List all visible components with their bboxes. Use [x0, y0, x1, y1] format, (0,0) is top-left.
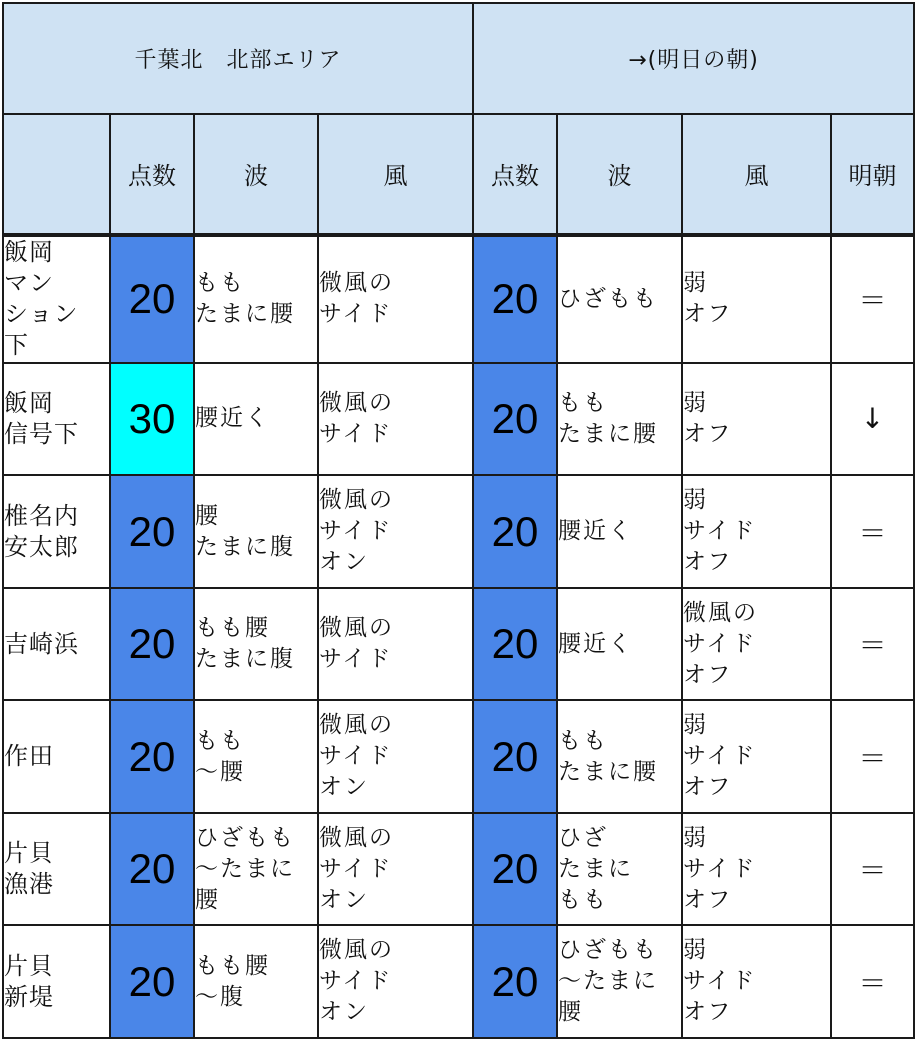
table-row: [3, 235, 914, 363]
table-row: [3, 475, 914, 588]
next-wave-cell: [557, 700, 682, 813]
next-wind-cell-line: 微風の: [683, 599, 759, 626]
wave-cell-line: もも腰: [195, 615, 270, 642]
wave-cell-line: 〜たまに: [195, 855, 295, 882]
place-name-line: 飯岡: [4, 388, 54, 417]
next-wind-cell-line: オフ: [683, 549, 733, 576]
next-wind-cell-line: オフ: [683, 999, 733, 1026]
wave-cell: [194, 588, 318, 701]
wind-cell-line: 微風の: [319, 270, 394, 297]
wave-cell-line: 〜腰: [195, 758, 245, 785]
wind-cell-line: サイド: [319, 855, 393, 882]
wave-cell-line: ひざもも: [195, 824, 295, 851]
wave-cell: [194, 700, 318, 813]
place-name: [3, 588, 110, 701]
column-header-next-wave: 波: [557, 114, 682, 236]
wind-cell-line: 微風の: [319, 487, 394, 514]
place-name-line: 下: [4, 331, 29, 360]
wave-cell-line: 腰: [195, 502, 220, 529]
place-name-line: 椎名内: [4, 501, 79, 530]
next-wave-cell-line: ひざもも: [558, 285, 659, 312]
next-wave-cell-line: もも: [558, 727, 609, 754]
place-name: [3, 925, 110, 1038]
place-name: [3, 813, 110, 926]
wind-cell-line: 微風の: [319, 615, 394, 642]
next-wave-cell-line: ひざもも: [558, 937, 659, 964]
trend-cell: ＝: [831, 925, 914, 1038]
next-wind-cell-line: サイド: [683, 968, 757, 995]
table-row: [3, 813, 914, 926]
next-wind-cell-line: オフ: [683, 420, 733, 447]
place-name: [3, 363, 110, 476]
wind-cell-line: サイド: [319, 968, 393, 995]
wave-cell-line: もも: [195, 270, 245, 297]
wind-cell: [318, 363, 473, 476]
wind-cell-line: オン: [319, 999, 369, 1026]
next-wind-cell-line: サイド: [683, 855, 757, 882]
next-wind-cell-line: 弱: [683, 270, 709, 297]
next-wave-cell: [557, 588, 682, 701]
column-header-score: 点数: [110, 114, 194, 236]
next-wind-cell-line: オフ: [683, 301, 733, 328]
next-wave-cell-line: 腰近く: [558, 630, 634, 657]
place-name: [3, 700, 110, 813]
next-wind-cell-line: 弱: [683, 937, 709, 964]
next-wave-cell: [557, 363, 682, 476]
place-name-line: 作田: [4, 742, 54, 771]
place-name-line: 新堤: [4, 982, 54, 1011]
trend-cell: ＝: [831, 700, 914, 813]
next-wave-cell-line: たまに腰: [558, 758, 659, 785]
place-name-line: 漁港: [4, 870, 54, 899]
place-name-line: 信号下: [4, 419, 79, 448]
wind-cell-line: オン: [319, 774, 369, 801]
column-header-next-score: 点数: [473, 114, 557, 236]
next-wind-cell: [682, 588, 831, 701]
wind-cell-line: サイド: [319, 646, 393, 673]
table-row: [3, 700, 914, 813]
wave-cell-line: 腰: [195, 886, 220, 913]
next-wave-cell-line: もも: [558, 389, 609, 416]
next-wave-cell-line: 腰近く: [558, 518, 634, 545]
score-cell: 30: [110, 363, 194, 476]
wind-cell-line: サイド: [319, 743, 393, 770]
wind-cell-line: 微風の: [319, 712, 394, 739]
column-header-place: [3, 114, 110, 236]
wind-cell: [318, 588, 473, 701]
score-cell: 20: [110, 700, 194, 813]
place-name-line: マン: [4, 269, 54, 298]
table-row: [3, 363, 914, 476]
next-wave-cell-line: 腰: [558, 999, 584, 1026]
trend-cell: ＝: [831, 235, 914, 363]
score-cell: 20: [110, 475, 194, 588]
next-wind-cell-line: 弱: [683, 487, 709, 514]
wind-cell: [318, 813, 473, 926]
place-name-line: 片貝: [4, 951, 54, 980]
place-name: [3, 235, 110, 363]
next-wind-cell-line: オフ: [683, 774, 733, 801]
place-name-line: 飯岡: [4, 238, 54, 267]
wave-cell: [194, 925, 318, 1038]
next-score-cell: 20: [473, 813, 557, 926]
score-cell: 20: [110, 813, 194, 926]
next-wind-cell: [682, 363, 831, 476]
next-score-cell: 20: [473, 363, 557, 476]
next-wave-cell-line: ひざ: [558, 824, 609, 851]
next-wind-cell-line: 弱: [683, 712, 709, 739]
next-wave-cell: [557, 925, 682, 1038]
wave-cell-line: もも: [195, 727, 245, 754]
next-wind-cell: [682, 475, 831, 588]
next-wind-cell: [682, 813, 831, 926]
trend-cell: ＝: [831, 588, 914, 701]
next-wave-cell: [557, 475, 682, 588]
place-name-line: 安太郎: [4, 532, 79, 561]
trend-cell: ＝: [831, 475, 914, 588]
next-morning-title: →(明日の朝): [473, 3, 914, 114]
next-wind-cell-line: 弱: [683, 824, 709, 851]
wave-cell: [194, 475, 318, 588]
wind-cell: [318, 925, 473, 1038]
next-wind-cell-line: オフ: [683, 886, 733, 913]
wind-cell-line: 微風の: [319, 937, 394, 964]
column-header-next-wind: 風: [682, 114, 831, 236]
next-score-cell: 20: [473, 700, 557, 813]
next-wind-cell: [682, 235, 831, 363]
table-row: [3, 925, 914, 1038]
wind-cell: [318, 475, 473, 588]
next-wind-cell-line: サイド: [683, 743, 757, 770]
trend-cell: ＝: [831, 813, 914, 926]
wave-cell-line: たまに腰: [195, 301, 295, 328]
wave-cell-line: 腰近く: [195, 405, 270, 432]
place-name-line: 吉崎浜: [4, 629, 79, 658]
next-wave-cell-line: たまに: [558, 855, 634, 882]
next-score-cell: 20: [473, 925, 557, 1038]
next-score-cell: 20: [473, 235, 557, 363]
next-wind-cell-line: サイド: [683, 518, 757, 545]
wind-cell-line: オン: [319, 549, 369, 576]
wind-cell-line: オン: [319, 886, 369, 913]
wind-cell: [318, 700, 473, 813]
wind-cell-line: 微風の: [319, 824, 394, 851]
next-wave-cell-line: もも: [558, 886, 609, 913]
wind-cell-line: サイド: [319, 420, 393, 447]
next-wave-cell-line: 〜たまに: [558, 968, 659, 995]
surf-forecast-table: [2, 2, 915, 1039]
next-wave-cell: [557, 235, 682, 363]
wave-cell: [194, 363, 318, 476]
next-wave-cell: [557, 813, 682, 926]
area-title: 千葉北 北部エリア: [3, 3, 473, 114]
next-score-cell: 20: [473, 475, 557, 588]
next-wind-cell-line: 弱: [683, 389, 709, 416]
wind-cell-line: サイド: [319, 518, 393, 545]
place-name-line: 片貝: [4, 839, 54, 868]
score-cell: 20: [110, 588, 194, 701]
wave-cell-line: もも腰: [195, 952, 270, 979]
wind-cell: [318, 235, 473, 363]
place-name: [3, 475, 110, 588]
wind-cell-line: 微風の: [319, 389, 394, 416]
table-row: [3, 588, 914, 701]
next-wave-cell-line: たまに腰: [558, 420, 659, 447]
column-header-wind: 風: [318, 114, 473, 236]
next-score-cell: 20: [473, 588, 557, 701]
next-wind-cell-line: サイド: [683, 630, 757, 657]
next-wind-cell-line: オフ: [683, 661, 733, 688]
next-wind-cell: [682, 925, 831, 1038]
score-cell: 20: [110, 235, 194, 363]
place-name-line: ション: [4, 300, 79, 329]
column-header-wave: 波: [194, 114, 318, 236]
next-wind-cell: [682, 700, 831, 813]
wave-cell: [194, 813, 318, 926]
column-header-trend: 明朝: [831, 114, 914, 236]
score-cell: 20: [110, 925, 194, 1038]
wave-cell-line: たまに腹: [195, 646, 295, 673]
wave-cell-line: たまに腹: [195, 533, 295, 560]
trend-cell: ↓: [831, 363, 914, 476]
wave-cell-line: 〜腹: [195, 983, 245, 1010]
wave-cell: [194, 235, 318, 363]
wind-cell-line: サイド: [319, 301, 393, 328]
